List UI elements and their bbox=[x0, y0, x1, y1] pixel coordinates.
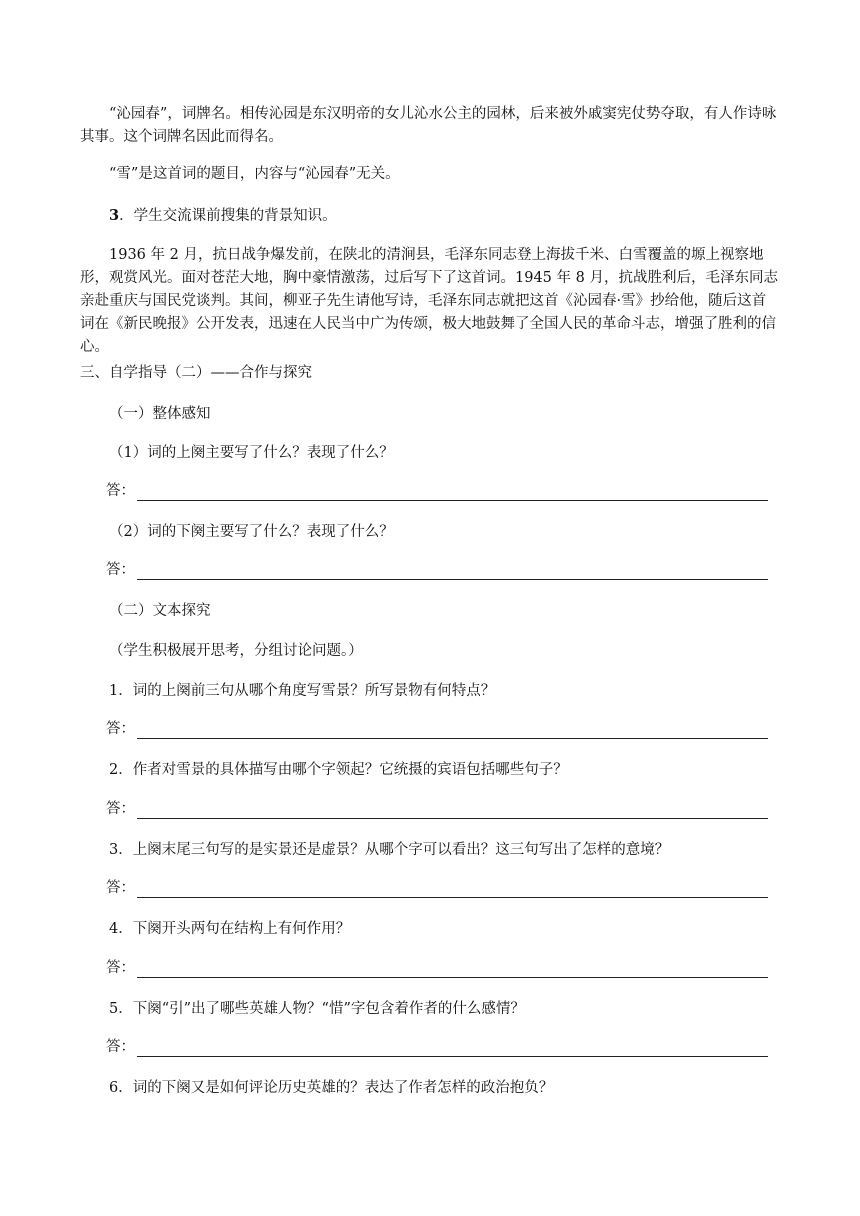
answer-line-q2[interactable] bbox=[106, 560, 768, 580]
answer-label: 答： bbox=[106, 562, 135, 578]
answer-blank[interactable] bbox=[137, 804, 768, 819]
answer-label: 答： bbox=[106, 721, 135, 737]
answer-label: 答： bbox=[106, 880, 135, 896]
subheading-text-inquiry: （二）文本探究 bbox=[109, 603, 211, 619]
inquiry-question-2: 2．作者对雪景的具体描写由哪个字领起？它统摄的宾语包括哪些句子？ bbox=[109, 762, 568, 778]
item-number: 3 bbox=[109, 207, 120, 224]
answer-blank[interactable] bbox=[137, 1042, 768, 1057]
answer-blank[interactable] bbox=[137, 883, 768, 898]
answer-blank[interactable] bbox=[137, 963, 768, 978]
inquiry-question-5: 5．下阕“引”出了哪些英雄人物？“惜”字包含着作者的什么感情？ bbox=[109, 1001, 525, 1017]
paragraph-background-text: 1936 年 2 月，抗日战争爆发前，在陕北的清涧县，毛泽东同志登上海拔千米、白雪覆盖的塬上视察地形，观赏风光。面对苍茫大地，胸中豪情激荡，过后写下了这首词。1945 年 8 月，抗战胜利后，毛泽东同志亲赴重庆与国民党谈判。其间，柳亚子先生请他写诗，毛泽东同志就把这首《沁园春·雪》抄给他，随后这首词在《新民晚报》公开发表，迅速在人民当中广为传颂，极大地鼓舞了全国人民的革命斗志，增强了胜利的信心。 bbox=[80, 247, 778, 355]
answer-blank[interactable] bbox=[137, 724, 768, 739]
answer-label: 答： bbox=[106, 801, 135, 817]
section-title: 三、自学指导（二）——合作与探究 bbox=[80, 365, 312, 381]
paragraph-background-heading bbox=[80, 204, 780, 228]
answer-line-q1[interactable] bbox=[106, 481, 768, 501]
inquiry-question-3: 3．上阕末尾三句写的是实景还是虚景？从哪个字可以看出？这三句写出了怎样的意境？ bbox=[109, 842, 670, 858]
paragraph-snow-title: “雪”是这首词的题目，内容与“沁园春”无关。 bbox=[109, 166, 400, 182]
question-2: （2）词的下阕主要写了什么？表现了什么？ bbox=[109, 524, 394, 540]
inquiry-question-1: 1．词的上阕前三句从哪个角度写雪景？所写景物有何特点？ bbox=[109, 683, 496, 699]
answer-label: 答： bbox=[106, 960, 135, 976]
question-1: （1）词的上阕主要写了什么？表现了什么？ bbox=[109, 445, 394, 461]
answer-label: 答： bbox=[106, 1039, 135, 1055]
answer-line-t4[interactable] bbox=[106, 958, 768, 978]
inquiry-question-4: 4．下阕开头两句在结构上有何作用？ bbox=[109, 921, 351, 937]
inquiry-question-6: 6．词的下阕又是如何评论历史英雄的？表达了作者怎样的政治抱负？ bbox=[109, 1080, 554, 1096]
answer-blank[interactable] bbox=[137, 486, 768, 501]
answer-line-t3[interactable] bbox=[106, 878, 768, 898]
answer-line-t1[interactable] bbox=[106, 719, 768, 739]
instruction-note: （学生积极展开思考，分组讨论问题。） bbox=[109, 643, 363, 659]
answer-label: 答： bbox=[106, 483, 135, 499]
answer-line-t5[interactable] bbox=[106, 1037, 768, 1057]
item-text: ．学生交流课前搜集的背景知识。 bbox=[119, 208, 337, 224]
answer-blank[interactable] bbox=[137, 565, 768, 580]
subheading-overall: （一）整体感知 bbox=[109, 406, 211, 422]
paragraph-qinyuanchun-intro: “沁园春”，词牌名。相传沁园是东汉明帝的女儿沁水公主的园林，后来被外戚窦宪仗势夺取，有人作诗咏其事。这个词牌名因此而得名。 bbox=[80, 106, 777, 145]
answer-line-t2[interactable] bbox=[106, 799, 768, 819]
